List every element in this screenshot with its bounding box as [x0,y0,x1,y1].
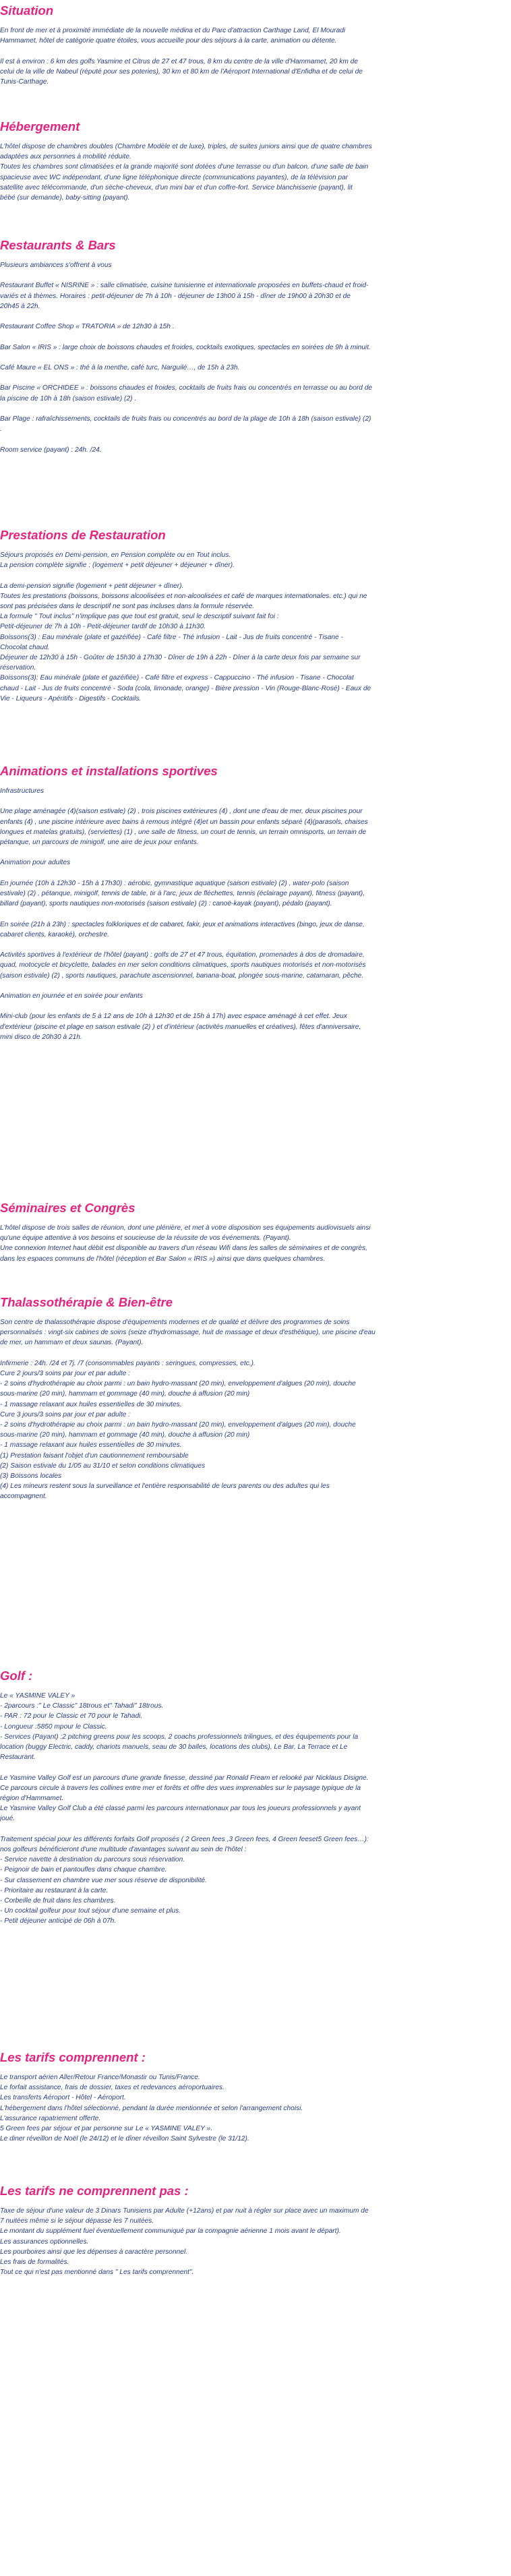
text-line: la piscine de 10h à 18h (saison estivale) (2) . [0,394,137,402]
section-body [0,786,511,1042]
text-line: Le forfait assistance, frais de dossier, taxes et redevances aéroportuaires. [0,2084,224,2092]
text-line: dans les espaces communs de l'hôtel (réception et Bar Salon « IRIS ») ainsi que dans quelques chambres. [0,1255,326,1263]
text-line: location (buggy Electric, caddy, chariots manuels, seau de 30 balles, locations des clubs), Le Bar, La Terrace et Le [0,1743,348,1751]
text-line: Les transferts Aéroport - Hôtel - Aéroport. [0,2094,126,2102]
text-line: - Peignoir de bain et pantoufles dans chaque chambre. [0,1866,167,1874]
text-line: Bar Plage : rafraîchissements, cocktails de fruits frais ou concentrés au bord de la plage de 10h à 18h (saison estivale) (2) [0,415,371,423]
text-line: - Service navette à destination du parcours sous réservation. [0,1856,185,1864]
text-line: Taxe de séjour d'une valeur de 3 Dinars Tunisiens par Adulte (+12ans) et par nuit à régler sur place avec un maximum de [0,2207,369,2215]
text-line: Petit-déjeuner de 7h à 10h - Petit-déjeuner tardif de 10h30 à 11h30. [0,623,206,631]
text-line: quad, motocycle et bicyclette, balades en mer selon conditions climatiques, sports nautiques motorisés et non-motorisés [0,961,366,969]
text-line: chaud - Lait - Jus de fruits concentré - Soda (cola, limonade, orange) - Bière pression - Vin (Rouge-Blanc-Rosé) - Eaux de [0,684,371,692]
text-line: Mini-club (pour les enfants de 5 à 12 ans de 10h à 12h30 et de 15h à 17h) avec espace aménagé à cet effet. Jeux [0,1013,347,1021]
text-line: estivale) (2) , pétanque, minigolf, tennis de table, tir à l'arc, jeux de fléchettes, tennis (éclairage payant), fitness (payant), [0,889,365,897]
text-line: En soirée (21h à 23h) : spectacles folkloriques et de cabaret, fakir, jeux et animations interactives (bingo, jeux de danse, [0,920,365,928]
text-line: (1) Prestation faisant l'objet d'un cautionnement remboursable [0,1451,189,1460]
blank-line [0,981,511,991]
text-line: adaptées aux personnes à mobilité réduite. [0,153,131,161]
text-line: . [0,425,2,433]
text-line: réservation. [0,664,36,672]
text-line: - Petit déjeuner anticipé de 06h à 07h. [0,1917,117,1925]
section-body [0,550,511,704]
text-line: - 1 massage relaxant aux huiles essentielles de 30 minutes. [0,1400,182,1408]
section-title-restaurants: Restaurants & Bars [0,238,116,252]
section-seminaires [0,1200,511,1264]
blank-line [0,1824,511,1834]
section-title-animations: Animations et installations sportives [0,764,218,778]
text-line: sous-marine (20 min), hammam et gommage (40 min), douche à affusion (20 min) [0,1431,250,1439]
section-golf [0,1668,511,1927]
text-line: personnalisés : vingt-six cabines de soins (seize d'hydromassage, huit de massage et deux d'esthétique), une piscine d'eau [0,1329,375,1337]
text-line: (2) Saison estivale du 1/05 au 31/10 et selon conditions climatiques [0,1462,206,1470]
section-situation [0,3,511,87]
text-line: bébé (sur demande), baby-sitting (payant). [0,194,130,202]
text-line: (4) Les mineurs restent sous la surveillance et l'entière responsabilité de leurs parents ou des adultes qui les [0,1482,330,1491]
text-line: Séjours proposés en Demi-pension, en Pension complète ou en Tout inclus. [0,551,231,559]
section-title-golf: Golf : [0,1669,33,1683]
section-animations [0,763,511,1042]
section-title-situation: Situation [0,3,54,18]
blank-line [0,270,511,280]
section-prestations [0,527,511,704]
section-restaurants [0,237,511,455]
text-line: 5 Green fees par séjour et par personne sur Le « YASMINE VALEY ». [0,2125,213,2133]
text-line: Boissons(3): Eau minérale (plate et gazéifiée) - Café filtre et express - Cappuccino - Thé infusion - Tisane - Chocolat [0,674,354,682]
text-line: Room service (payant) : 24h. /24. [0,446,102,454]
text-line: (3) Boissons locales [0,1472,62,1480]
text-line: Le transport aérien Aller/Retour France/Monastir ou Tunis/France. [0,2074,200,2081]
text-line: d'extérieur (piscine et plage en saison estivale (2) ) et d'intérieur (activités manuelles et créatives), fêtes d'anniversaire, [0,1023,361,1031]
text-line: Animation pour adultes [0,859,71,867]
text-line: Le Yasmine Valley Golf Club a été classé parmi les parcours internationaux par tous les joueurs professionnels y ayant [0,1805,361,1813]
text-line: - Prioritaire au restaurant à la carte. [0,1886,109,1894]
text-line: - Services (Payant) :2 pitching greens pour les scoops, 2 coachs professionnels trilingues, et des équipements pour la [0,1733,359,1741]
blank-line [0,1762,511,1772]
text-line: Traitement spécial pour les différents forfaits Golf proposés ( 2 Green fees ,3 Green fees, 4 Green feeset5 Green fees…): [0,1835,369,1843]
text-line: L'hôtel dispose de trois salles de réunion, dont une plénière, et met à votre disposition ses équipements audiovisuels ainsi [0,1224,371,1232]
text-line: nos golfeurs bénéficieront d'une multitude d'avantages suivant au sein de l'hôtel : [0,1846,247,1854]
text-line: - 2 soins d'hydrothérapie au choix parmi : un bain hydro-massant (20 min), enveloppement d'algues (20 min), douche [0,1421,356,1429]
text-line: Plusieurs ambiances s'offrent à vous [0,262,112,269]
blank-line [0,909,511,919]
text-line: Une connexion Internet haut débit est disponible au travers d'un réseau Wifi dans les salles de séminaires et de congrès, [0,1245,367,1253]
text-line: La pension complète signifie : (logement + petit déjeuner + déjeuner + dîner). [0,562,235,570]
text-line: cabaret clients, karaoké), orchestre. [0,930,109,938]
section-body [0,142,511,203]
blank-line [0,46,511,56]
text-line: Chocolat chaud. [0,643,50,651]
section-non-compris [0,2183,511,2277]
section-body [0,26,511,87]
text-line: Le montant du supplément fuel éventuellement communiqué par la compagnie aérienne 1 mois avant le départ). [0,2227,341,2236]
section-hebergement [0,119,511,203]
text-line: - Sur classement en chambre vue mer sous réserve de disponibilité. [0,1876,207,1884]
text-line: pétanque, un parcours de minigolf, une aire de jeux pour enfants. [0,839,199,846]
section-title-prestations: Prestations de Restauration [0,528,166,542]
text-line: L'hébergement dans l'hôtel sélectionné, pendant la durée mentionnée et selon l'arrangement choisi. [0,2104,303,2112]
section-body [0,1223,511,1264]
text-line: sont pas précisées dans le descriptif ne sont pas incluses dans la formule réservée. [0,603,255,610]
text-line: Toutes les chambres sont climatisées et la grande majorité sont dotées d'une terrasse ou d'un balcon, d'une salle de bain [0,163,369,171]
text-line: Déjeuner de 12h30 à 15h - Goûter de 15h30 à 17h30 - Dîner de 19h à 22h - Dîner à la carte deux fois par semaine sur [0,654,361,662]
section-body [0,2206,511,2277]
text-line: 20h45 à 22h. [0,302,40,310]
text-line: Ce parcours circule à travers les collines entre mer et forêts et offre des vues imprenables sur le paysage typique de la [0,1784,361,1792]
text-line: Vie - Liqueurs - Apéritifs - Digestifs - Cocktails. [0,694,142,702]
section-title-hebergement: Hébergement [0,119,80,133]
text-line: Les frais de formalités. [0,2258,69,2267]
section-body [0,260,511,455]
text-line: - 2parcours :" Le Classic" 18trous et" Tahadi" 18trous. [0,1702,164,1710]
section-title-seminaires: Séminaires et Congrès [0,1201,136,1215]
text-line: La formule " Tout inclus" n'implique pas que tout est gratuit, seul le descriptif suivant fait foi : [0,613,279,621]
section-title-non-compris: Les tarifs ne comprennent pas : [0,2184,189,2198]
text-line: celui de la ville de Nabeul (réputé pour ses poteries), 30 km et 80 km de l'Aéroport International d'Enfidha et de celui de [0,67,363,76]
section-title-thalasso: Thalassothérapie & Bien-être [0,1295,173,1309]
text-line: qu'une équipe attentive à vos besoins et soucieuse de la réussite de vos événements. (Payant). [0,1234,291,1242]
text-line: L'hôtel dispose de chambres doubles (Chambre Modèle et de luxe), triples, de suites juniors ainsi que de quatre chambres [0,143,372,150]
text-line: En front de mer et à proximité immédiate de la nouvelle médina et du Parc d'attraction Carthage Land, El Mouradi [0,27,346,34]
section-body [0,2072,511,2144]
blank-line [0,373,511,383]
text-line: accompagnent. [0,1493,47,1501]
section-title-tarifs: Les tarifs comprennent : [0,2050,146,2064]
text-line: Les pourboires ainsi que les dépenses à caractère personnel. [0,2248,188,2256]
blank-line [0,311,511,322]
section-body [0,1317,511,1502]
text-line: Restaurant. [0,1754,36,1762]
text-line: sous-marine (20 min), hammam et gommage (40 min), douche à affusion (20 min) [0,1390,250,1398]
text-line: Son centre de thalassothérapie dispose d'équipements modernes et de qualité et délivre des programmes de soins [0,1319,350,1326]
text-line: Animation en journée et en soirée pour enfants [0,992,143,1000]
text-line: Restaurant Buffet « NISRINE » : salle climatisée, cuisine tunisienne et internationale proposées en buffets-chaud et froid- [0,282,369,290]
section-tarifs [0,2049,511,2144]
blank-line [0,868,511,878]
text-line: spacieuse avec WC indépendant, d'une ligne téléphonique directe (communications payantes), de la télévision par [0,173,349,181]
text-line: Infirmerie : 24h. /24 et 7j. /7 (consommables payants : seringues, compresses, etc.). [0,1359,256,1367]
text-line: L'assurance rapatriement offerte. [0,2114,101,2122]
blank-line [0,404,511,414]
blank-line [0,847,511,858]
blank-line [0,1001,511,1011]
blank-line [0,353,511,363]
text-line: - Longueur :5850 mpour le Classic. [0,1723,107,1731]
text-line: Cure 2 jours/3 soins par jour et par adulte : [0,1370,131,1377]
text-line: de mer, un hammam et deux saunas. (Payant). [0,1339,144,1347]
text-line: Hammamet, hôtel de catégorie quatre étoiles, vous accueille pour des séjours à la carte, animation ou détente. [0,37,337,45]
text-line: Activités sportives à l'extérieur de l'hôtel (payant) : golfs de 27 et 47 trous, équitation, promenades à dos de dromadaire, [0,951,365,959]
text-line: billard (payant), sports nautiques non-motorisés (saison estivale) (2) : canoë-kayak (payant), pédalo (payant). [0,900,332,908]
text-line: Infrastructures [0,787,44,795]
text-line: (saison estivale) (2) , sports nautiques, parachute ascensionnel, banana-boat, plongée sous-marine, catamaran, pêche. [0,971,364,980]
text-line: Une plage aménagée (4)(saison estivale) (2) , trois piscines extérieures (4) , dont une d'eau de mer, deux piscines pour [0,808,363,816]
text-line: enfants (4) , une piscine intérieure avec bains à remous intégré (4)et un bassin pour enfants séparé (4)(parasols, chaises [0,818,368,826]
text-line: Les assurances optionnelles. [0,2238,89,2246]
text-line: Le « YASMINE VALEY » [0,1692,76,1700]
text-line: Le diner réveillon de Noël (le 24/12) et le dîner réveillon Saint Sylvestre (le 31/12). [0,2135,249,2143]
text-line: - Un cocktail golfeur pour tout séjour d'une semaine et plus. [0,1907,181,1915]
text-line: variés et à thèmes. Horaires : petit-déjeuner de 7h à 10h - déjeuner de 13h00 à 15h - dîner de 19h00 à 20h30 et de [0,292,351,300]
blank-line [0,434,511,444]
blank-line [0,570,511,580]
text-line: Bar Piscine « ORCHIDEE » : boissons chaudes et froides, cocktails de fruits frais ou concentrés en terrasse ou au bord de [0,384,373,392]
text-line: Bar Salon « IRIS » : large choix de boissons chaudes et froides, cocktails exotiques, spectacles en soirées de 9h à minuit. [0,343,371,351]
blank-line [0,940,511,950]
text-line: Tunis-Carthage. [0,78,49,86]
blank-line [0,1348,511,1358]
text-line: Café Maure « EL ONS » : thé à la menthe, café turc, Narguilé…, de 15h à 23h. [0,363,240,371]
text-line: - PAR : 72 pour le Classic et 70 pour le Tahadi. [0,1712,143,1720]
text-line: Restaurant Coffee Shop « TRATORIA » de 12h30 à 15h . [0,323,175,331]
text-line: En journée (10h à 12h30 - 15h à 17h30) : aérobic, gymnastique aquatique (saison estivale) (2) , water-polo (saison [0,879,349,887]
text-line: joué. [0,1815,16,1823]
text-line: région d'Hammamet. [0,1795,64,1803]
text-line: - 1 massage relaxant aux huiles essentielles de 30 minutes. [0,1441,182,1449]
text-line: Cure 3 jours/3 soins par jour et par adulte : [0,1410,131,1418]
text-line: mini disco de 20h30 à 21h. [0,1033,82,1041]
text-line: Le Yasmine Valley Golf est un parcours d'une grande finesse, dessiné par Ronald Fream et relooké par Nicklaus Disigne. [0,1774,369,1782]
text-line: Boissons(3) : Eau minérale (plate et gazéifiée) - Café filtre - Thé infusion - Lait - Jus de fruits concentré - Tisane - [0,633,343,641]
text-line: 7 nuitées même si le séjour dépasse les 7 nuitées. [0,2217,154,2225]
blank-line [0,796,511,806]
blank-line [0,332,511,342]
text-line: Tout ce qui n'est pas mentionné dans " Les tarifs comprennent". [0,2269,194,2277]
text-line: Il est à environ : 6 km des golfs Yasmine et Citrus de 27 et 47 trous, 8 km du centre de la ville d'Hammamet, 20 km de [0,57,358,65]
section-thalasso [0,1294,511,1502]
text-line: - 2 soins d'hydrothérapie au choix parmi : un bain hydro-massant (20 min), enveloppement d'algues (20 min), douche [0,1380,356,1388]
text-line: satellite avec télécommande, d'un sèche-cheveux, d'un mini bar et d'un coffre-fort. Service blanchisserie (payant), lit [0,183,353,191]
text-line: longues et matelas gratuits), (serviettes) (1) , une salle de fitness, un court de tennis, un terrain omnisports, un terrain de [0,828,367,836]
text-line: - Corbeille de fruit dans les chambres. [0,1897,116,1905]
section-body [0,1691,511,1927]
text-line: La demi-pension signifie (logement + petit déjeuner + dîner). [0,582,184,590]
text-line: Toutes les prestations (boissons, boissons alcoolisées et non-alcoolisées et café de marques internationales. etc.) qui ne [0,592,367,600]
